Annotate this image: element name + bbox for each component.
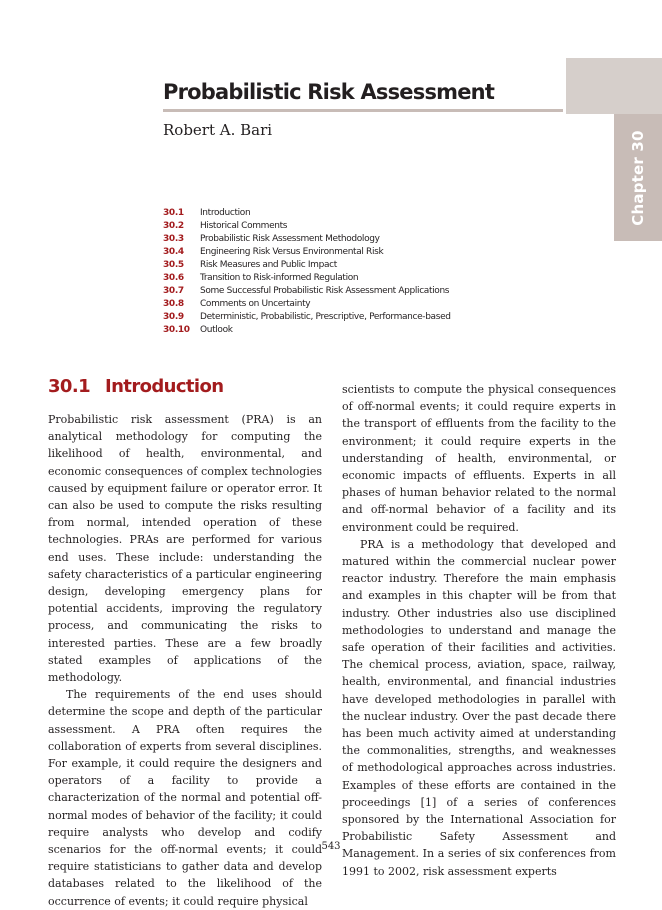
toc-entry[interactable] xyxy=(163,207,451,220)
chapter-side-tab xyxy=(614,114,662,241)
toc-entry[interactable] xyxy=(163,233,451,246)
page-number: 543 xyxy=(321,841,341,852)
toc-title: Historical Comments xyxy=(200,221,288,231)
toc-title: Risk Measures and Public Impact xyxy=(200,260,337,270)
toc-number: 30.10 xyxy=(163,325,190,335)
toc-title: Deterministic, Probabilistic, Prescriptive, Performance-based xyxy=(200,312,451,322)
body-paragraph: Probabilistic risk assessment (PRA) is an analytical methodology for computing the likelihood of health, environmental, and economic consequences of complex technologies caused by equipment failure or operator error. It can also be used to compute the risks resulting from normal, intended operation of these technologies. PRAs are performed for various end uses. These include: understanding the safety characteristics of a particular engineering design, developing emergency plans for potential accidents, improving the regulatory process, and communicating the risks to interested parties. These are a few broadly stated examples of applications of the methodology. xyxy=(48,413,322,685)
toc-title: Introduction xyxy=(200,208,251,218)
toc-entry[interactable] xyxy=(163,324,451,337)
toc-number: 30.8 xyxy=(163,299,184,309)
toc-entry[interactable] xyxy=(163,298,451,311)
body-paragraph: PRA is a methodology that developed and matured within the commercial nuclear power reactor industry. Therefore the main emphasis and examples in this chapter will be from that industry. Other industries also use disciplined methodologies to understand and manage the safe operation of their facilities and activities. The chemical process, aviation, space, railway, health, environmental, and financial industries have developed methodologies in parallel with the nuclear industry. Over the past decade there has been much activity aimed at understanding the commonalities, strengths, and weaknesses of methodological approaches across industries. Examples of these efforts are contained in the proceedings [1] of a series of conferences sponsored by the International Association for Probabilistic Safety Assessment and Management. In a series of six conferences from 1991 to 2002, risk assessment experts xyxy=(342,537,616,878)
toc-number: 30.1 xyxy=(163,208,184,218)
chapter-label: Chapter 30 xyxy=(629,129,647,226)
toc-title: Engineering Risk Versus Environmental Risk xyxy=(200,247,384,257)
toc-number: 30.7 xyxy=(163,286,184,296)
author-name: Robert A. Bari xyxy=(163,121,273,139)
toc-number: 30.6 xyxy=(163,273,184,283)
body-paragraph: scientists to compute the physical consequences of off-normal events; it could require experts in the transport of effluents from the facility to the environment; it could require experts in the understanding of health, environmental, or economic impacts of effluents. Experts in all phases of human behavior related to the normal and off-normal behavior of a facility and its environment could be required. xyxy=(342,383,616,534)
body-paragraph: The requirements of the end uses should determine the scope and depth of the particular assessment. A PRA often requires the collaboration of experts from several disciplines. For example, it could require the designers and operators of a facility to provide a characterization of the normal and potential off-normal modes of behavior of the facility; it could require analysts who develop and codify scenarios for the off-normal events; it could require statisticians to gather data and develop databases related to the likelihood of the occurrence of events; it could require physical xyxy=(48,688,322,908)
toc-number: 30.5 xyxy=(163,260,184,270)
toc-entry[interactable] xyxy=(163,285,451,298)
left-column xyxy=(48,411,322,910)
toc-number: 30.3 xyxy=(163,234,184,244)
toc-title: Comments on Uncertainty xyxy=(200,299,311,309)
table-of-contents xyxy=(163,207,451,337)
section-number: 30.1 xyxy=(48,376,91,397)
toc-entry[interactable] xyxy=(163,311,451,324)
chapter-title: Probabilistic Risk Assessment xyxy=(163,80,495,104)
toc-title: Some Successful Probabilistic Risk Assessment Applications xyxy=(200,286,450,296)
section-heading xyxy=(48,376,223,397)
toc-number: 30.9 xyxy=(163,312,184,322)
toc-number: 30.4 xyxy=(163,247,184,257)
toc-entry[interactable] xyxy=(163,272,451,285)
title-underline xyxy=(163,109,563,112)
toc-entry[interactable] xyxy=(163,246,451,259)
toc-number: 30.2 xyxy=(163,221,184,231)
toc-entry[interactable] xyxy=(163,220,451,233)
toc-title: Outlook xyxy=(200,325,233,335)
section-title: Introduction xyxy=(105,376,224,397)
right-column xyxy=(342,381,616,880)
toc-title: Probabilistic Risk Assessment Methodology xyxy=(200,234,380,244)
chapter-tab-block xyxy=(566,58,662,114)
toc-title: Transition to Risk-informed Regulation xyxy=(200,273,359,283)
toc-entry[interactable] xyxy=(163,259,451,272)
